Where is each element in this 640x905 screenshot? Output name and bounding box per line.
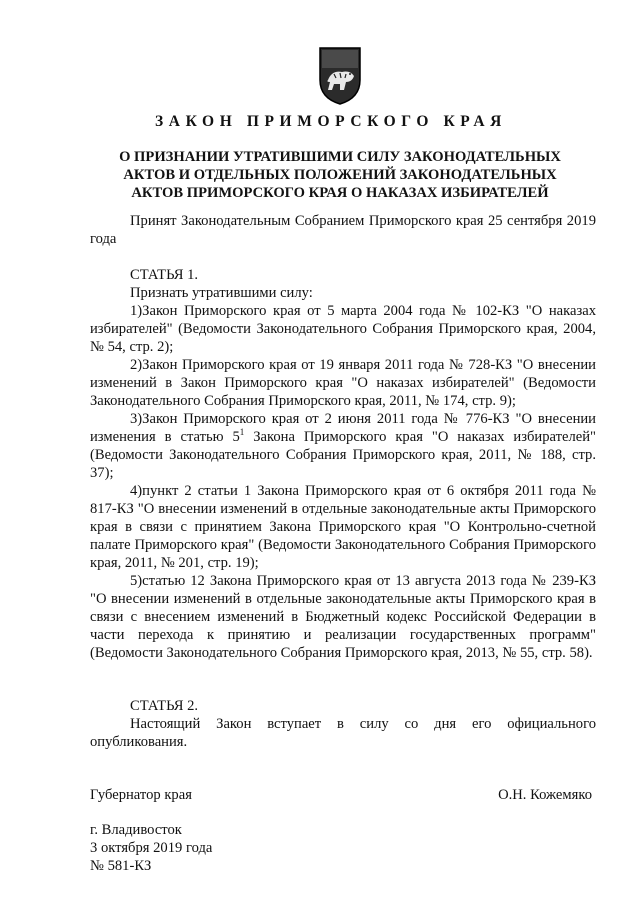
law-subtitle — [110, 148, 570, 202]
article-1-item: 1)Закон Приморского края от 5 марта 2004 года № 102-КЗ "О наказах избирателей" (Ведомости Законодательного Собрания Приморского края, 2004, № 54, стр. 2); — [90, 303, 596, 355]
article-1-item: 2)Закон Приморского края от 19 января 2011 года № 728-КЗ "О внесении изменений в Закон Приморского края "О наказах избирателей" (Ведомости Законодательного Собрания Приморского края, 2011, № 174, стр. 9); — [90, 357, 596, 409]
article-1-intro: Признать утратившими силу: — [130, 285, 313, 301]
article-1-heading: СТАТЬЯ 1. — [130, 267, 199, 283]
law-number: № 581-КЗ — [90, 858, 152, 874]
primorsky-krai-coat-of-arms-icon — [316, 46, 364, 106]
article-1 — [90, 266, 596, 662]
item-3-superscript: 1 — [239, 427, 245, 438]
subtitle-line: О ПРИЗНАНИИ УТРАТИВШИМИ СИЛУ ЗАКОНОДАТЕЛЬНЫХ — [119, 149, 561, 165]
article-1-item — [90, 410, 596, 482]
article-2-heading: СТАТЬЯ 2. — [130, 698, 199, 714]
place-date-block — [90, 821, 212, 875]
article-2 — [90, 697, 596, 751]
date: 3 октября 2019 года — [90, 840, 213, 856]
law-title: ЗАКОН ПРИМОРСКОГО КРАЯ — [155, 113, 507, 130]
city: г. Владивосток — [90, 822, 182, 838]
item-3-part2: Закона Приморского края "О наказах избирателей" (Ведомости Законодательного Собрания Приморского края, 2011, № 188, стр. 37); — [90, 429, 596, 481]
signatory-position: Губернатор края — [90, 787, 192, 803]
article-1-item: 5)статью 12 Закона Приморского края от 13 августа 2013 года № 239-КЗ "О внесении изменений в отдельные законодательные акты Приморского края в связи с внесением изменений в Бюджетный кодекс Российской Федерации в части перехода к принятию и реализации государственных программ" (Ведомости Законодательного Собрания Приморского края, 2013, № 55, стр. 58). — [90, 573, 596, 661]
adoption-text: Принят Законодательным Собранием Приморского края 25 сентября 2019 года — [90, 213, 596, 247]
article-1-item: 4)пункт 2 статьи 1 Закона Приморского края от 6 октября 2011 года № 817-КЗ "О внесении изменений в отдельные законодательные акты Приморского края в связи с принятием Закона Приморского края "О Контрольно-счетной палате Приморского края" (Ведомости Законодательного Собрания Приморского края, 2011, № 201, стр. 19); — [90, 483, 596, 571]
item-3-part1: 3)Закон Приморского края от 2 июня 2011 года № 776-КЗ "О внесении изменения в статью 5 — [90, 411, 596, 445]
subtitle-line: АКТОВ И ОТДЕЛЬНЫХ ПОЛОЖЕНИЙ ЗАКОНОДАТЕЛЬНЫХ — [123, 167, 557, 183]
adoption-block — [90, 212, 596, 248]
article-2-text: Настоящий Закон вступает в силу со дня его официального опубликования. — [90, 716, 596, 750]
signatory-name: О.Н. Кожемяко — [498, 787, 592, 803]
subtitle-line: АКТОВ ПРИМОРСКОГО КРАЯ О НАКАЗАХ ИЗБИРАТЕЛЕЙ — [131, 185, 549, 201]
